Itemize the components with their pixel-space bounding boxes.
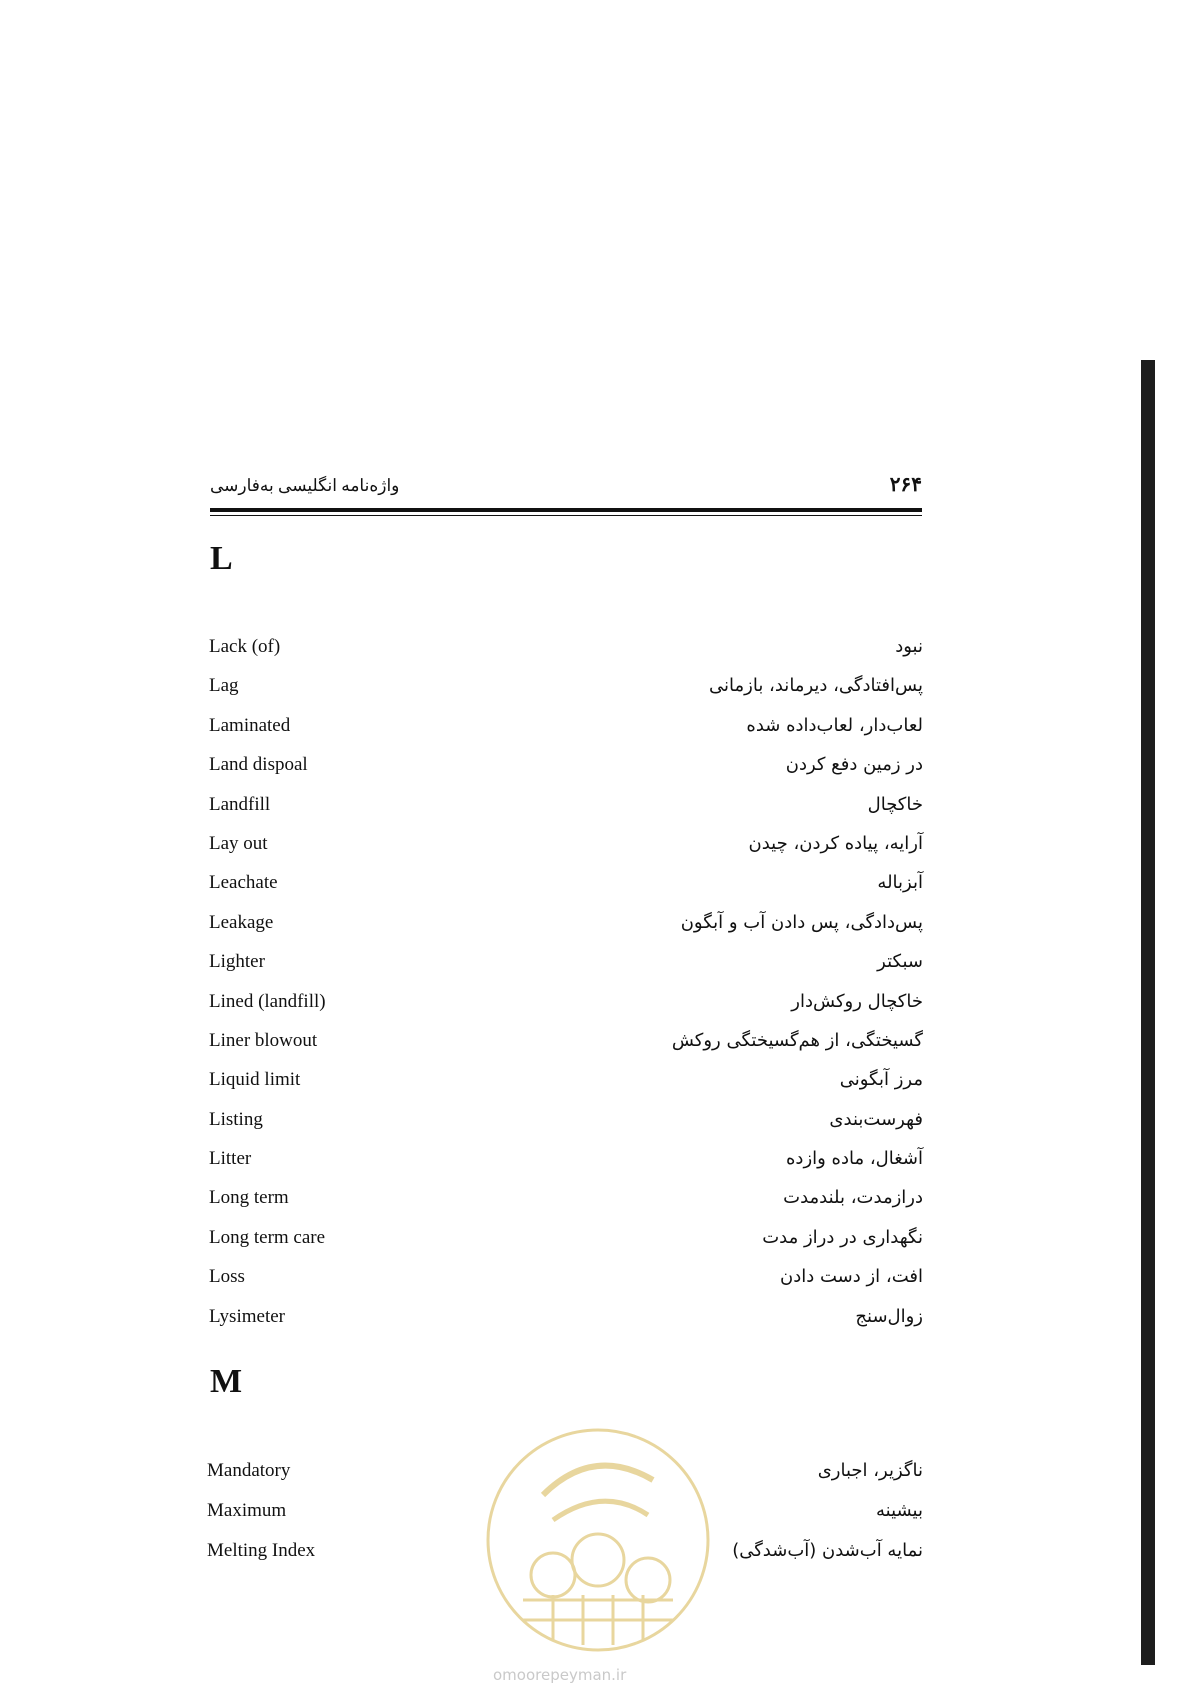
persian-term: سبکتر <box>877 951 923 973</box>
list-item <box>0 872 1191 911</box>
persian-term: پس‌دادگی، پس دادن آب و آبگون <box>680 911 923 933</box>
list-item <box>0 833 1191 872</box>
english-term: Laminated <box>209 714 291 736</box>
persian-term: زوال‌سنج <box>855 1305 923 1327</box>
persian-term: آرایه، پیاده کردن، چیدن <box>748 832 923 854</box>
english-term: Lack (of) <box>209 636 281 657</box>
persian-term: پس‌افتادگی، دیرماند، بازمانی <box>709 675 923 697</box>
persian-term: خاکچال روکش‌دار <box>791 990 923 1012</box>
list-item <box>0 1227 1191 1266</box>
list-item <box>0 794 1191 833</box>
watermark-stamp <box>483 1425 713 1655</box>
persian-term: بیشینه <box>875 1500 923 1521</box>
persian-term: آبزباله <box>877 872 923 894</box>
list-item <box>0 1030 1191 1069</box>
english-term: Mandatory <box>207 1460 291 1481</box>
persian-term: لعاب‌دار، لعاب‌داده شده <box>746 714 923 736</box>
persian-term: گسیختگی، از هم‌گسیختگی روکش <box>671 1029 923 1051</box>
persian-term: افت، از دست دادن <box>780 1266 923 1288</box>
english-term: Long term care <box>209 1226 326 1248</box>
running-header <box>210 470 922 504</box>
persian-term: آشغال، ماده وازده <box>786 1148 923 1170</box>
english-term: Litter <box>209 1148 252 1170</box>
english-term: Lysimeter <box>209 1305 285 1327</box>
english-term: Leachate <box>209 872 278 894</box>
list-item <box>0 1306 1191 1345</box>
english-term: Loss <box>209 1266 245 1288</box>
english-term: Liner blowout <box>209 1029 318 1051</box>
persian-term: ناگزیر، اجباری <box>817 1460 923 1481</box>
list-item <box>0 1109 1191 1148</box>
header-rule-thick <box>210 508 922 512</box>
list-item <box>0 754 1191 793</box>
section-letter-l: L <box>210 540 233 577</box>
list-item <box>0 912 1191 951</box>
list-item <box>0 1069 1191 1108</box>
persian-term: در زمین دفع کردن <box>785 754 923 776</box>
watermark-caption: omoorepeyman.ir <box>493 1666 627 1684</box>
page-number: ۲۶۴ <box>889 474 922 496</box>
running-title: واژه‌نامه انگلیسی به‌فارسی <box>210 476 400 495</box>
list-item <box>0 636 1191 675</box>
section-l-entries <box>0 636 1191 1345</box>
english-term: Leakage <box>209 911 274 933</box>
persian-term: نبود <box>895 636 923 657</box>
list-item <box>0 715 1191 754</box>
english-term: Maximum <box>207 1500 287 1521</box>
list-item <box>0 1187 1191 1226</box>
english-term: Land dispoal <box>209 754 308 776</box>
english-term: Listing <box>209 1108 263 1130</box>
persian-term: خاکچال <box>867 793 923 815</box>
header-rule-thin <box>210 515 922 516</box>
english-term: Melting Index <box>207 1540 316 1561</box>
english-term: Lined (landfill) <box>209 990 326 1012</box>
english-term: Landfill <box>209 793 271 815</box>
persian-term: نمایه آب‌شدن (آب‌شدگی) <box>732 1540 923 1561</box>
persian-term: نگهداری در دراز مدت <box>762 1226 923 1248</box>
list-item <box>0 1266 1191 1305</box>
list-item <box>0 951 1191 990</box>
english-term: Liquid limit <box>209 1069 301 1091</box>
persian-term: درازمدت، بلندمدت <box>783 1187 923 1209</box>
section-letter-m: M <box>210 1363 243 1400</box>
english-term: Lay out <box>209 832 268 854</box>
list-item <box>0 675 1191 714</box>
english-term: Long term <box>209 1187 289 1209</box>
english-term: Lag <box>209 675 239 697</box>
list-item <box>0 1148 1191 1187</box>
list-item <box>0 991 1191 1030</box>
english-term: Lighter <box>209 951 265 973</box>
persian-term: فهرست‌بندی <box>829 1108 923 1130</box>
persian-term: مرز آبگونی <box>839 1069 923 1091</box>
